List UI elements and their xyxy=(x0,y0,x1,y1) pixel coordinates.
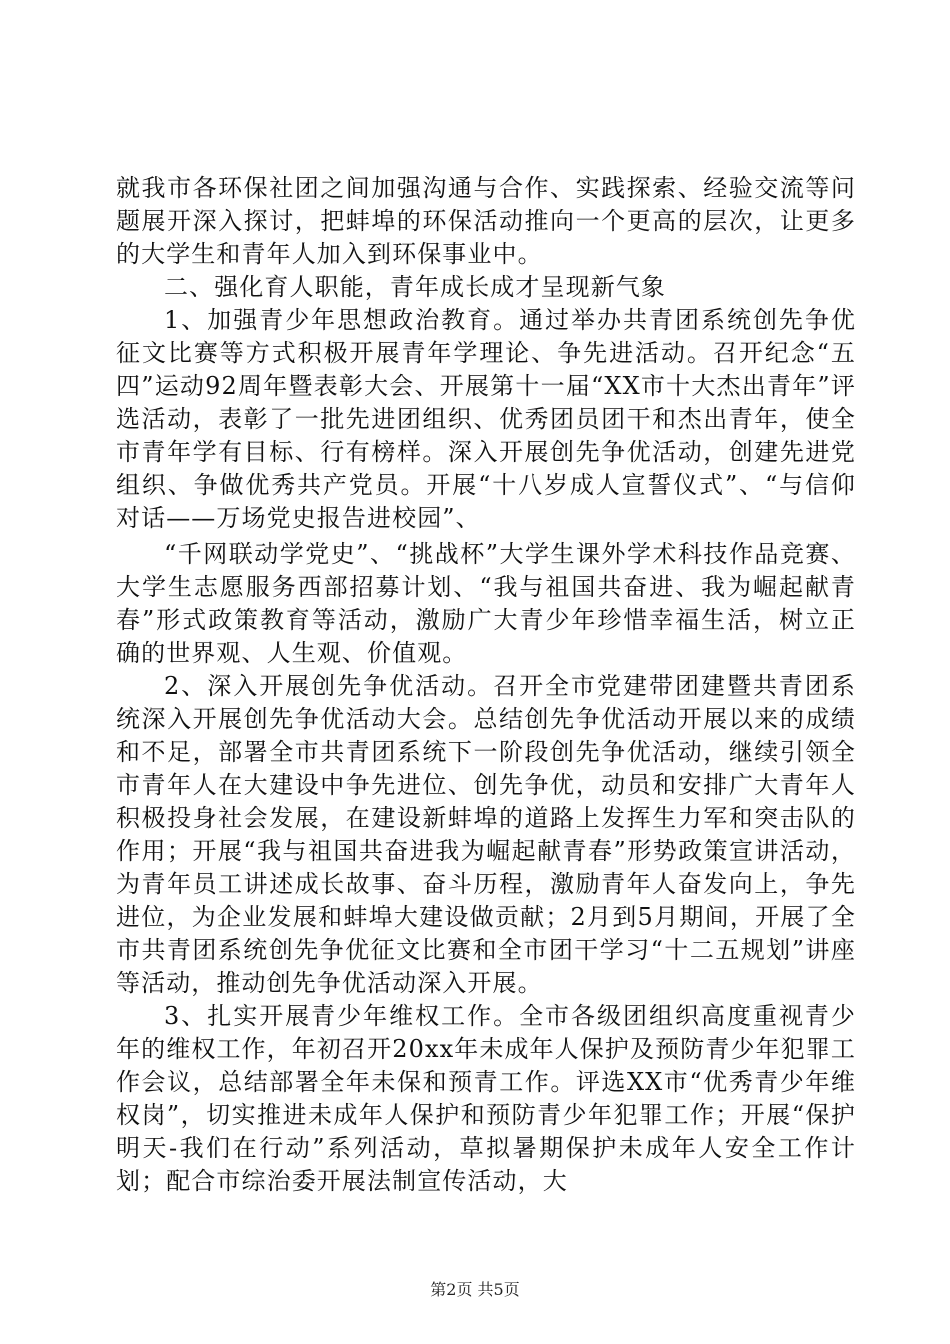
paragraph-item-1: 1、加强青少年思想政治教育。通过举办共青团系统创先争优征文比赛等方式积极开展青年学理论、争先进活动。召开纪念“五四”运动92周年暨表彰大会、开展第十一届“XX市十大杰出青年”评选活动，表彰了一批先进团组织、优秀团员团干和杰出青年，使全市青年学有目标、行有榜样。深入开展创先争优活动，创建先进党组织、争做优秀共产党员。开展“十八岁成人宣誓仪式”、“与信仰对话——万场党史报告进校园”、 xyxy=(116,306,856,532)
text-block-bottom xyxy=(116,538,856,1198)
paragraph-item-1-continued: “千网联动学党史”、“挑战杯”大学生课外学术科技作品竞赛、大学生志愿服务西部招募计划、“我与祖国共奋进、我为崛起献青春”形式政策教育等活动，激励广大青少年珍惜幸福生活，树立正确的世界观、人生观、价值观。 xyxy=(116,540,856,667)
paragraph-item-2: 2、深入开展创先争优活动。召开全市党建带团建暨共青团系统深入开展创先争优活动大会。总结创先争优活动开展以来的成绩和不足，部署全市共青团系统下一阶段创先争优活动，继续引领全市青年人在大建设中争先进位、创先争优，动员和安排广大青年人积极投身社会发展，在建设新蚌埠的道路上发挥生力军和突击队的作用；开展“我与祖国共奋进我为崛起献青春”形势政策宣讲活动，为青年员工讲述成长故事、奋斗历程，激励青年人奋发向上，争先进位，为企业发展和蚌埠大建设做贡献；2月到5月期间，开展了全市共青团系统创先争优征文比赛和全市团干学习“十二五规划”讲座等活动，推动创先争优活动深入开展。 xyxy=(116,672,856,997)
page-number-footer: 第2页 共5页 xyxy=(430,1280,520,1299)
text-block-top xyxy=(116,172,856,535)
section-heading: 二、强化育人职能，青年成长成才呈现新气象 xyxy=(164,273,666,301)
paragraph-continuation: 就我市各环保社团之间加强沟通与合作、实践探索、经验交流等问题展开深入探讨，把蚌埠的环保活动推向一个更高的层次，让更多的大学生和青年人加入到环保事业中。 xyxy=(116,174,856,268)
paragraph-item-3: 3、扎实开展青少年维权工作。全市各级团组织高度重视青少年的维权工作，年初召开20xx年未成年人保护及预防青少年犯罪工作会议，总结部署全年未保和预青工作。评选XX市“优秀青少年维权岗”，切实推进未成年人保护和预防青少年犯罪工作；开展“保护明天-我们在行动”系列活动，草拟暑期保护未成年人安全工作计划；配合市综治委开展法制宣传活动，大 xyxy=(116,1002,856,1195)
